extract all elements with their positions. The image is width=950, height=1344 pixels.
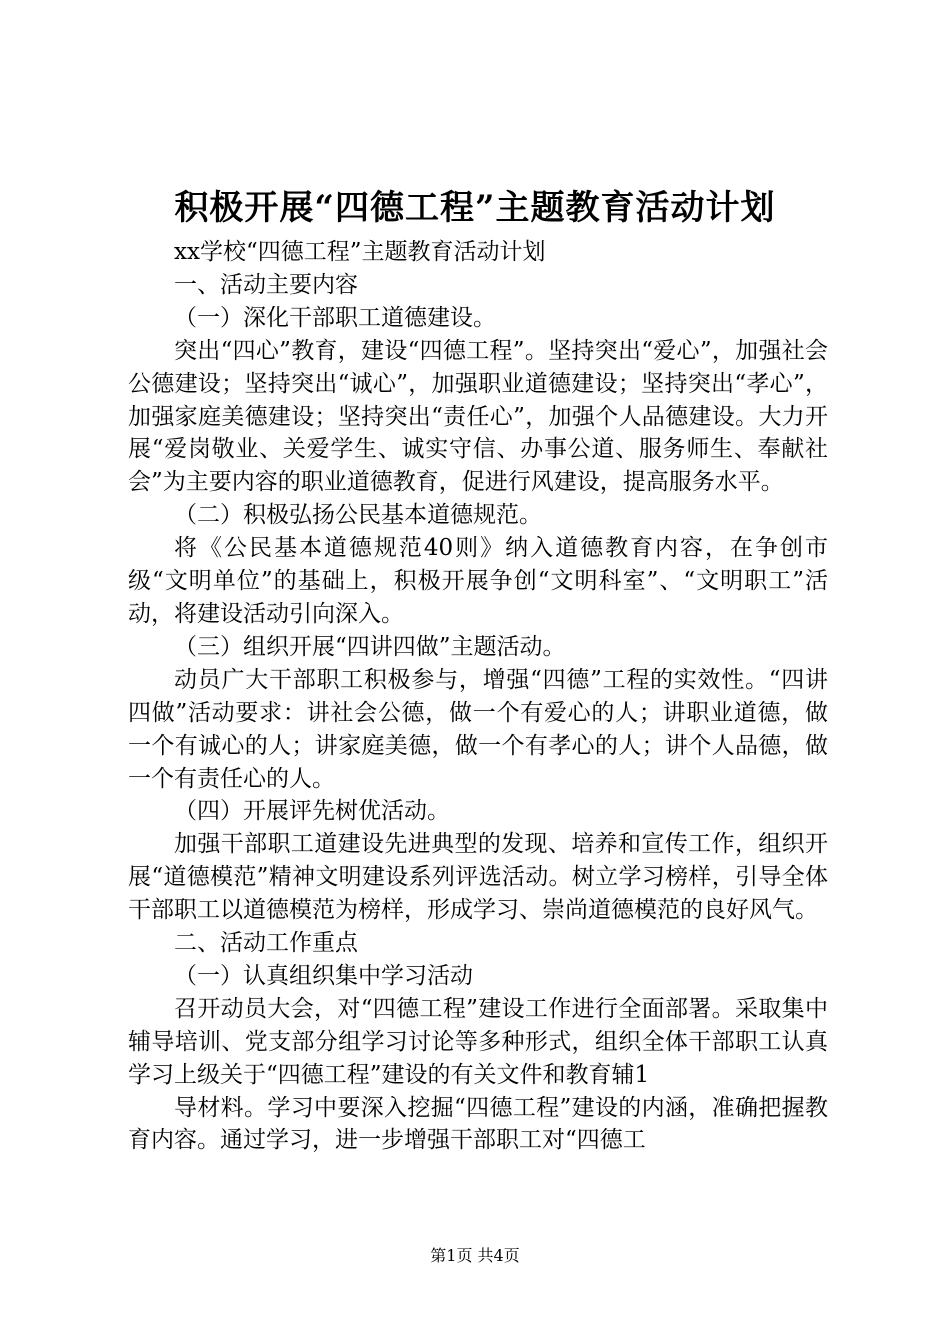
paragraph-1-4: 加强干部职工道建设先进典型的发现、培养和宣传工作，组织开展“道德模范”精神文明建设系列评选活动。树立学习榜样，引导全体干部职工以道德模范为榜样，形成学习、崇尚道德模范的良好风气。 — [128, 831, 828, 924]
paragraph-school-plan: xx学校“四德工程”主题教育活动计划 — [174, 239, 546, 265]
subheading-1-2: （二）积极弘扬公民基本道德规范。 — [174, 502, 542, 529]
document-title: 积极开展“四德工程”主题教育活动计划 — [174, 188, 776, 228]
subheading-1-4: （四）开展评先树优活动。 — [174, 798, 450, 825]
document-body — [128, 236, 828, 1157]
subheading-1-1: （一）深化干部职工道德建设。 — [174, 304, 496, 331]
heading-section-2: 二、活动工作重点 — [174, 930, 358, 957]
paragraph-1-2: 将《公民基本道德规范40则》纳入道德教育内容，在争创市级“文明单位”的基础上，积极开展争创“文明科室”、“文明职工”活动，将建设活动引向深入。 — [128, 535, 828, 627]
paragraph-2-1: 召开动员大会，对“四德工程”建设工作进行全面部署。采取集中辅导培训、党支部分组学习讨论等多种形式，组织全体干部职工认真学习上级关于“四德工程”建设的有关文件和教育辅1 — [128, 995, 828, 1088]
paragraph-1-1: 突出“四心”教育，建设“四德工程”。坚持突出“爱心”，加强社会公德建设；坚持突出“诚心”，加强职业道德建设；坚持突出“孝心”，加强家庭美德建设；坚持突出“责任心”，加强个人品德建设。大力开展“爱岗敬业、关爱学生、诚实守信、办事公道、服务师生、奉献社会”为主要内容的职业道德教育，促进行风建设，提高服务水平。 — [128, 337, 828, 496]
paragraph-1-3: 动员广大干部职工积极参与，增强“四德”工程的实效性。“四讲四做”活动要求：讲社会公德，做一个有爱心的人；讲职业道德，做一个有诚心的人；讲家庭美德，做一个有孝心的人；讲个人品德，做一个有责任心的人。 — [128, 666, 828, 792]
heading-section-1: 一、活动主要内容 — [174, 271, 358, 298]
page-footer: 第1页 共4页 — [430, 1246, 520, 1265]
subheading-2-1: （一）认真组织集中学习活动 — [174, 962, 473, 989]
subheading-1-3: （三）组织开展“四讲四做”主题活动。 — [174, 633, 566, 660]
paragraph-2-1-cont: 导材料。学习中要深入挖掘“四德工程”建设的内涵，准确把握教育内容。通过学习，进一步增强干部职工对“四德工 — [128, 1094, 828, 1154]
